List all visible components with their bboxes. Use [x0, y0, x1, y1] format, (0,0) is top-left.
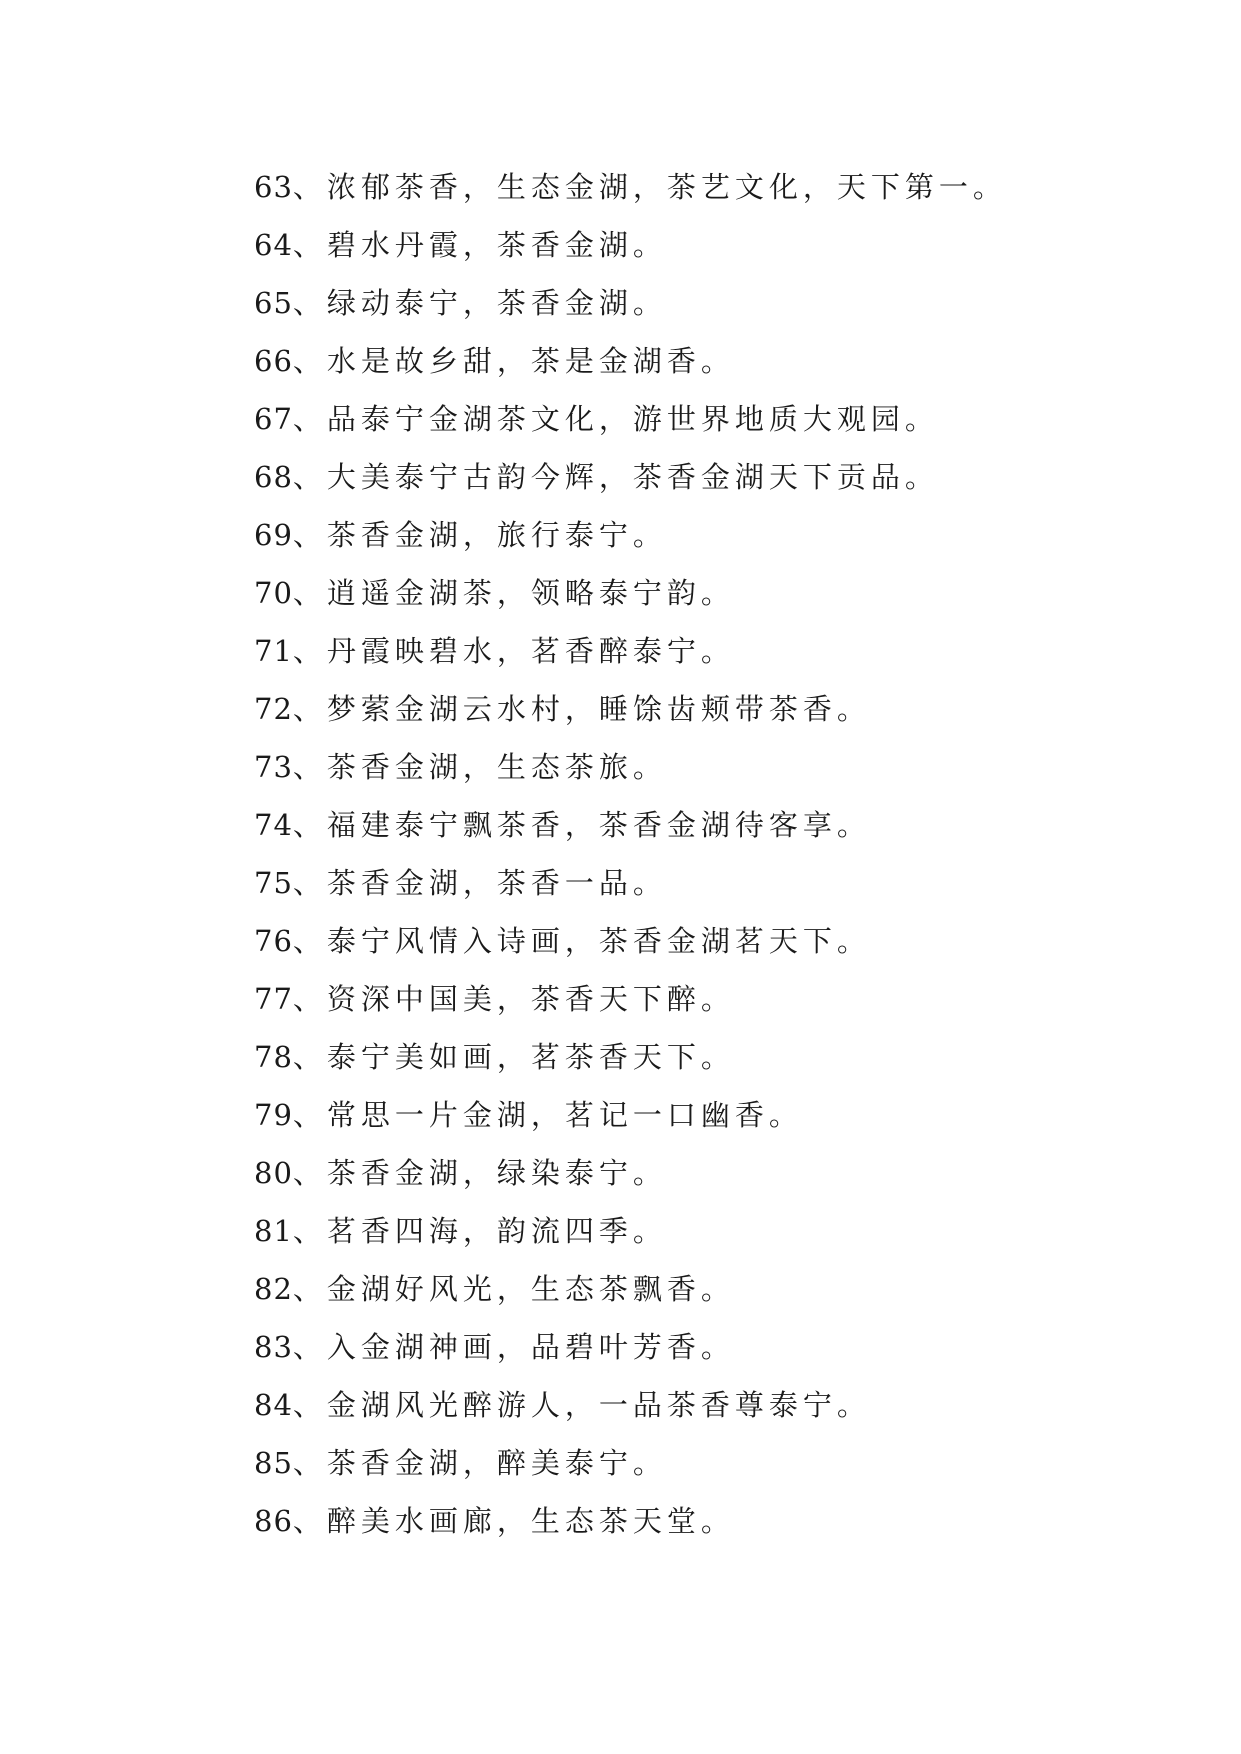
item-text: 绿动泰宁，茶香金湖。: [326, 286, 667, 320]
item-separator: 、: [292, 866, 327, 900]
item-number: 82: [254, 1272, 293, 1306]
list-item: [254, 1260, 1007, 1318]
item-separator: 、: [292, 808, 327, 842]
item-text: 入金湖神画，品碧叶芳香。: [326, 1330, 735, 1364]
item-number: 74: [254, 808, 293, 842]
item-text: 茶香金湖，醉美泰宁。: [326, 1446, 667, 1480]
list-item: [254, 738, 1007, 796]
item-text: 丹霞映碧水，茗香醉泰宁。: [326, 634, 735, 668]
item-number: 66: [254, 344, 293, 378]
item-separator: 、: [292, 1330, 327, 1364]
item-text: 茶香金湖，绿染泰宁。: [326, 1156, 667, 1190]
list-item: [254, 274, 1007, 332]
item-text: 常思一片金湖，茗记一口幽香。: [326, 1098, 803, 1132]
list-item: [254, 1318, 1007, 1376]
item-separator: 、: [292, 634, 327, 668]
list-item: [254, 1434, 1007, 1492]
item-text: 金湖风光醉游人，一品茶香尊泰宁。: [326, 1388, 871, 1422]
item-number: 72: [254, 692, 293, 726]
item-text: 茗香四海，韵流四季。: [326, 1214, 667, 1248]
list-item: [254, 390, 1007, 448]
item-text: 梦萦金湖云水村，睡馀齿颊带茶香。: [326, 692, 871, 726]
item-number: 65: [254, 286, 293, 320]
item-number: 68: [254, 460, 293, 494]
item-number: 81: [254, 1214, 293, 1248]
item-number: 75: [254, 866, 293, 900]
item-text: 碧水丹霞，茶香金湖。: [326, 228, 667, 262]
item-separator: 、: [292, 1214, 327, 1248]
item-separator: 、: [292, 402, 327, 436]
item-separator: 、: [292, 924, 327, 958]
item-text: 醉美水画廊，生态茶天堂。: [326, 1504, 735, 1538]
list-item: [254, 1492, 1007, 1550]
list-item: [254, 1028, 1007, 1086]
item-number: 76: [254, 924, 293, 958]
list-item: [254, 970, 1007, 1028]
slogan-list: [254, 158, 1007, 1550]
item-number: 71: [254, 634, 293, 668]
item-text: 品泰宁金湖茶文化，游世界地质大观园。: [326, 402, 939, 436]
list-item: [254, 1144, 1007, 1202]
item-text: 资深中国美，茶香天下醉。: [326, 982, 735, 1016]
item-separator: 、: [292, 518, 327, 552]
item-number: 86: [254, 1504, 293, 1538]
item-separator: 、: [292, 344, 327, 378]
list-item: [254, 622, 1007, 680]
item-text: 茶香金湖，旅行泰宁。: [326, 518, 667, 552]
list-item: [254, 912, 1007, 970]
item-separator: 、: [292, 1504, 327, 1538]
item-text: 金湖好风光，生态茶飘香。: [326, 1272, 735, 1306]
list-item: [254, 564, 1007, 622]
item-text: 水是故乡甜，茶是金湖香。: [326, 344, 735, 378]
item-separator: 、: [292, 692, 327, 726]
item-separator: 、: [292, 1446, 327, 1480]
item-separator: 、: [292, 1388, 327, 1422]
item-text: 泰宁风情入诗画，茶香金湖茗天下。: [326, 924, 871, 958]
item-text: 泰宁美如画，茗茶香天下。: [326, 1040, 735, 1074]
item-separator: 、: [292, 460, 327, 494]
item-number: 79: [254, 1098, 293, 1132]
item-separator: 、: [292, 750, 327, 784]
list-item: [254, 216, 1007, 274]
item-separator: 、: [292, 1272, 327, 1306]
item-number: 73: [254, 750, 293, 784]
list-item: [254, 1202, 1007, 1260]
list-item: [254, 158, 1007, 216]
item-number: 70: [254, 576, 293, 610]
item-number: 69: [254, 518, 293, 552]
item-separator: 、: [292, 982, 327, 1016]
item-separator: 、: [292, 286, 327, 320]
item-number: 67: [254, 402, 293, 436]
item-text: 浓郁茶香，生态金湖，茶艺文化，天下第一。: [326, 170, 1007, 204]
list-item: [254, 796, 1007, 854]
item-text: 茶香金湖，茶香一品。: [326, 866, 667, 900]
item-text: 茶香金湖，生态茶旅。: [326, 750, 667, 784]
item-separator: 、: [292, 1156, 327, 1190]
item-number: 77: [254, 982, 293, 1016]
list-item: [254, 680, 1007, 738]
item-number: 83: [254, 1330, 293, 1364]
item-number: 80: [254, 1156, 293, 1190]
item-number: 78: [254, 1040, 293, 1074]
item-separator: 、: [292, 170, 327, 204]
item-number: 63: [254, 170, 293, 204]
item-separator: 、: [292, 228, 327, 262]
item-number: 85: [254, 1446, 293, 1480]
list-item: [254, 506, 1007, 564]
item-number: 84: [254, 1388, 293, 1422]
item-separator: 、: [292, 576, 327, 610]
list-item: [254, 1376, 1007, 1434]
list-item: [254, 854, 1007, 912]
item-text: 福建泰宁飘茶香，茶香金湖待客享。: [326, 808, 871, 842]
list-item: [254, 1086, 1007, 1144]
item-separator: 、: [292, 1040, 327, 1074]
item-number: 64: [254, 228, 293, 262]
list-item: [254, 332, 1007, 390]
item-separator: 、: [292, 1098, 327, 1132]
item-text: 逍遥金湖茶，领略泰宁韵。: [326, 576, 735, 610]
list-item: [254, 448, 1007, 506]
item-text: 大美泰宁古韵今辉，茶香金湖天下贡品。: [326, 460, 939, 494]
